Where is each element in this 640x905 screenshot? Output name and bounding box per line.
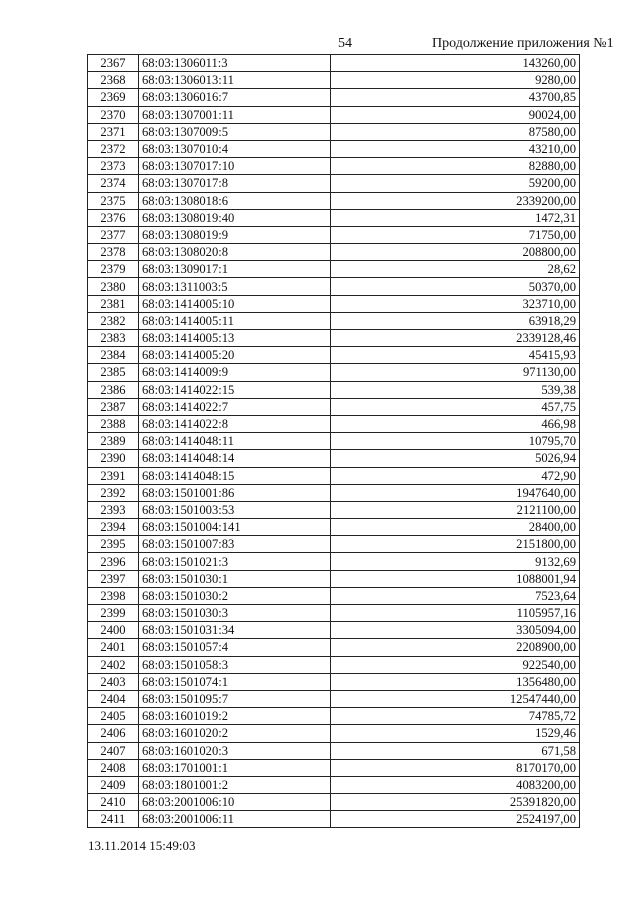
- row-number: 2370: [88, 106, 139, 123]
- cadastral-value: 2208900,00: [331, 639, 580, 656]
- cadastral-number: 68:03:1307010:4: [139, 140, 331, 157]
- cadastral-value: 922540,00: [331, 656, 580, 673]
- cadastral-value: 1529,46: [331, 725, 580, 742]
- row-number: 2377: [88, 226, 139, 243]
- row-number: 2382: [88, 312, 139, 329]
- cadastral-value: 2339200,00: [331, 192, 580, 209]
- table-row: [88, 639, 580, 656]
- cadastral-number: 68:03:1414022:15: [139, 381, 331, 398]
- cadastral-value: 472,90: [331, 467, 580, 484]
- row-number: 2385: [88, 364, 139, 381]
- table-row: [88, 776, 580, 793]
- row-number: 2375: [88, 192, 139, 209]
- table-row: [88, 467, 580, 484]
- table-row: [88, 398, 580, 415]
- table-row: [88, 175, 580, 192]
- table-row: [88, 656, 580, 673]
- cadastral-number: 68:03:1501001:86: [139, 484, 331, 501]
- cadastral-value: 457,75: [331, 398, 580, 415]
- table-row: [88, 192, 580, 209]
- table-row: [88, 605, 580, 622]
- row-number: 2389: [88, 433, 139, 450]
- print-timestamp: 13.11.2014 15:49:03: [88, 838, 196, 853]
- row-number: 2379: [88, 261, 139, 278]
- table-row: [88, 415, 580, 432]
- row-number: 2373: [88, 158, 139, 175]
- row-number: 2378: [88, 244, 139, 261]
- row-number: 2367: [88, 55, 139, 72]
- cadastral-value: 12547440,00: [331, 690, 580, 707]
- table-row: [88, 622, 580, 639]
- cadastral-value: 208800,00: [331, 244, 580, 261]
- table-row: [88, 278, 580, 295]
- cadastral-value: 50370,00: [331, 278, 580, 295]
- table-row: [88, 742, 580, 759]
- row-number: 2387: [88, 398, 139, 415]
- cadastral-number: 68:03:1306013:11: [139, 72, 331, 89]
- row-number: 2383: [88, 330, 139, 347]
- table-row: [88, 690, 580, 707]
- cadastral-value: 63918,29: [331, 312, 580, 329]
- continuation-title: Продолжение приложения №1: [432, 36, 614, 51]
- row-number: 2386: [88, 381, 139, 398]
- row-number: 2384: [88, 347, 139, 364]
- cadastral-value: 2151800,00: [331, 536, 580, 553]
- cadastral-value: 2339128,46: [331, 330, 580, 347]
- table-row: [88, 536, 580, 553]
- cadastral-value: 45415,93: [331, 347, 580, 364]
- row-number: 2397: [88, 570, 139, 587]
- row-number: 2395: [88, 536, 139, 553]
- table-row: [88, 433, 580, 450]
- cadastral-number: 68:03:1501004:141: [139, 519, 331, 536]
- cadastral-value: 28400,00: [331, 519, 580, 536]
- cadastral-number: 68:03:1414005:10: [139, 295, 331, 312]
- cadastral-value: 74785,72: [331, 708, 580, 725]
- table-row: [88, 295, 580, 312]
- table-row: [88, 330, 580, 347]
- row-number: 2372: [88, 140, 139, 157]
- cadastral-number: 68:03:1308019:40: [139, 209, 331, 226]
- table-row: [88, 347, 580, 364]
- cadastral-value: 90024,00: [331, 106, 580, 123]
- cadastral-number: 68:03:1306011:3: [139, 55, 331, 72]
- row-number: 2398: [88, 587, 139, 604]
- cadastral-number: 68:03:1414048:11: [139, 433, 331, 450]
- row-number: 2390: [88, 450, 139, 467]
- cadastral-number: 68:03:1414022:7: [139, 398, 331, 415]
- cadastral-value: 43700,85: [331, 89, 580, 106]
- cadastral-value: 1105957,16: [331, 605, 580, 622]
- table-row: [88, 381, 580, 398]
- cadastral-number: 68:03:1701001:1: [139, 759, 331, 776]
- row-number: 2404: [88, 690, 139, 707]
- table-row: [88, 759, 580, 776]
- table-row: [88, 261, 580, 278]
- cadastral-number: 68:03:1501095:7: [139, 690, 331, 707]
- row-number: 2376: [88, 209, 139, 226]
- cadastral-value: 9132,69: [331, 553, 580, 570]
- cadastral-value: 10795,70: [331, 433, 580, 450]
- cadastral-number: 68:03:1501030:2: [139, 587, 331, 604]
- table-row: [88, 106, 580, 123]
- table-row: [88, 123, 580, 140]
- cadastral-value: 87580,00: [331, 123, 580, 140]
- row-number: 2403: [88, 673, 139, 690]
- cadastral-value: 9280,00: [331, 72, 580, 89]
- row-number: 2369: [88, 89, 139, 106]
- cadastral-number: 68:03:1601020:3: [139, 742, 331, 759]
- cadastral-number: 68:03:1307017:8: [139, 175, 331, 192]
- table-body: [88, 55, 580, 828]
- table-row: [88, 158, 580, 175]
- row-number: 2409: [88, 776, 139, 793]
- table-row: [88, 725, 580, 742]
- row-number: 2408: [88, 759, 139, 776]
- table-row: [88, 244, 580, 261]
- cadastral-number: 68:03:1501030:1: [139, 570, 331, 587]
- table-row: [88, 794, 580, 811]
- cadastral-number: 68:03:1307001:11: [139, 106, 331, 123]
- cadastral-value: 971130,00: [331, 364, 580, 381]
- page-number: 54: [338, 36, 352, 51]
- table-row: [88, 209, 580, 226]
- row-number: 2401: [88, 639, 139, 656]
- cadastral-number: 68:03:1308019:9: [139, 226, 331, 243]
- row-number: 2402: [88, 656, 139, 673]
- row-number: 2391: [88, 467, 139, 484]
- table-row: [88, 450, 580, 467]
- row-number: 2410: [88, 794, 139, 811]
- cadastral-table: [87, 54, 580, 828]
- cadastral-value: 1472,31: [331, 209, 580, 226]
- row-number: 2396: [88, 553, 139, 570]
- cadastral-number: 68:03:1501030:3: [139, 605, 331, 622]
- row-number: 2388: [88, 415, 139, 432]
- table-row: [88, 673, 580, 690]
- cadastral-value: 4083200,00: [331, 776, 580, 793]
- row-number: 2381: [88, 295, 139, 312]
- row-number: 2411: [88, 811, 139, 828]
- cadastral-number: 68:03:1414005:13: [139, 330, 331, 347]
- table-row: [88, 55, 580, 72]
- cadastral-number: 68:03:1501031:34: [139, 622, 331, 639]
- cadastral-value: 8170170,00: [331, 759, 580, 776]
- row-number: 2392: [88, 484, 139, 501]
- cadastral-value: 2121100,00: [331, 501, 580, 518]
- cadastral-number: 68:03:1307009:5: [139, 123, 331, 140]
- cadastral-value: 7523,64: [331, 587, 580, 604]
- cadastral-value: 82880,00: [331, 158, 580, 175]
- cadastral-value: 466,98: [331, 415, 580, 432]
- row-number: 2406: [88, 725, 139, 742]
- table-row: [88, 519, 580, 536]
- cadastral-number: 68:03:1311003:5: [139, 278, 331, 295]
- cadastral-number: 68:03:1501074:1: [139, 673, 331, 690]
- row-number: 2371: [88, 123, 139, 140]
- cadastral-value: 143260,00: [331, 55, 580, 72]
- table-row: [88, 140, 580, 157]
- table-row: [88, 553, 580, 570]
- cadastral-value: 1947640,00: [331, 484, 580, 501]
- cadastral-number: 68:03:1601020:2: [139, 725, 331, 742]
- cadastral-value: 1088001,94: [331, 570, 580, 587]
- table-row: [88, 484, 580, 501]
- cadastral-number: 68:03:1501007:83: [139, 536, 331, 553]
- cadastral-number: 68:03:1501057:4: [139, 639, 331, 656]
- cadastral-number: 68:03:1306016:7: [139, 89, 331, 106]
- row-number: 2407: [88, 742, 139, 759]
- cadastral-value: 28,62: [331, 261, 580, 278]
- cadastral-number: 68:03:1308018:6: [139, 192, 331, 209]
- cadastral-number: 68:03:1307017:10: [139, 158, 331, 175]
- cadastral-value: 1356480,00: [331, 673, 580, 690]
- cadastral-number: 68:03:1414009:9: [139, 364, 331, 381]
- cadastral-number: 68:03:1801001:2: [139, 776, 331, 793]
- cadastral-number: 68:03:1601019:2: [139, 708, 331, 725]
- table-row: [88, 570, 580, 587]
- cadastral-value: 671,58: [331, 742, 580, 759]
- row-number: 2393: [88, 501, 139, 518]
- table-row: [88, 312, 580, 329]
- cadastral-value: 323710,00: [331, 295, 580, 312]
- row-number: 2374: [88, 175, 139, 192]
- cadastral-value: 5026,94: [331, 450, 580, 467]
- row-number: 2368: [88, 72, 139, 89]
- cadastral-number: 68:03:2001006:11: [139, 811, 331, 828]
- cadastral-number: 68:03:1414005:11: [139, 312, 331, 329]
- row-number: 2399: [88, 605, 139, 622]
- row-number: 2380: [88, 278, 139, 295]
- cadastral-number: 68:03:2001006:10: [139, 794, 331, 811]
- cadastral-value: 71750,00: [331, 226, 580, 243]
- row-number: 2405: [88, 708, 139, 725]
- cadastral-value: 3305094,00: [331, 622, 580, 639]
- cadastral-number: 68:03:1414048:15: [139, 467, 331, 484]
- cadastral-value: 59200,00: [331, 175, 580, 192]
- cadastral-value: 43210,00: [331, 140, 580, 157]
- row-number: 2400: [88, 622, 139, 639]
- row-number: 2394: [88, 519, 139, 536]
- cadastral-number: 68:03:1501058:3: [139, 656, 331, 673]
- cadastral-number: 68:03:1501003:53: [139, 501, 331, 518]
- cadastral-number: 68:03:1309017:1: [139, 261, 331, 278]
- cadastral-value: 539,38: [331, 381, 580, 398]
- cadastral-number: 68:03:1414048:14: [139, 450, 331, 467]
- table-row: [88, 811, 580, 828]
- cadastral-value: 2524197,00: [331, 811, 580, 828]
- table-row: [88, 708, 580, 725]
- cadastral-number: 68:03:1501021:3: [139, 553, 331, 570]
- table-row: [88, 72, 580, 89]
- cadastral-number: 68:03:1414022:8: [139, 415, 331, 432]
- table-row: [88, 226, 580, 243]
- table-row: [88, 364, 580, 381]
- cadastral-value: 25391820,00: [331, 794, 580, 811]
- cadastral-number: 68:03:1414005:20: [139, 347, 331, 364]
- table-row: [88, 587, 580, 604]
- table-row: [88, 501, 580, 518]
- cadastral-number: 68:03:1308020:8: [139, 244, 331, 261]
- table-row: [88, 89, 580, 106]
